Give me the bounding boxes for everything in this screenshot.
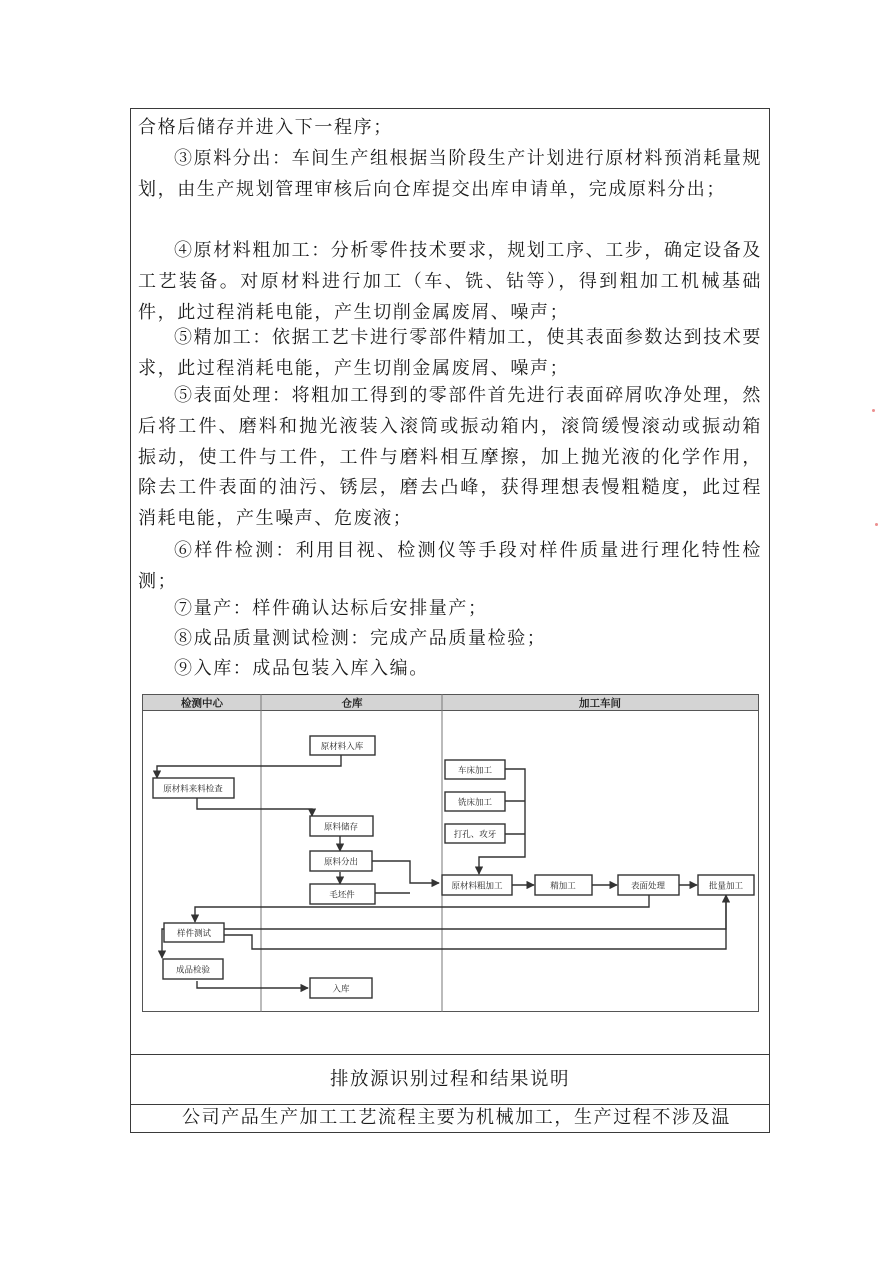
- node-storage: [310, 978, 372, 998]
- process-flowchart: [142, 694, 759, 1012]
- svg-text:原材料粗加工: 原材料粗加工: [451, 881, 503, 892]
- node-rough: [442, 875, 512, 895]
- paragraph-step-5a: ⑤精加工：依据工艺卡进行零部件精加工，使其表面参数达到技术要求，此过程消耗电能，产生切削金属废屑、噪声；: [138, 327, 762, 379]
- svg-text:毛坯件: 毛坯件: [329, 890, 355, 901]
- section-title: 排放源识别过程和结果说明: [329, 1069, 570, 1090]
- node-raw-check: [153, 778, 234, 798]
- paragraph-emission-intro: 公司产品生产加工工艺流程主要为机械加工，生产过程不涉及温: [182, 1107, 731, 1128]
- lane-header-workshop: 加工车间: [579, 697, 621, 710]
- node-raw-in: [310, 736, 375, 755]
- svg-text:表面处理: 表面处理: [630, 881, 666, 892]
- svg-text:批量加工: 批量加工: [708, 881, 744, 892]
- paragraph-step-6: ⑥样件检测：利用目视、检测仪等手段对样件质量进行理化特性检测；: [138, 540, 762, 592]
- lane-header-inspection: 检测中心: [181, 697, 223, 710]
- node-final-check: [163, 959, 223, 979]
- scan-artifact: [872, 409, 875, 412]
- flowchart-border: [143, 695, 759, 1012]
- node-blank: [310, 884, 375, 904]
- svg-text:铣床加工: 铣床加工: [457, 798, 493, 808]
- svg-text:样件测试: 样件测试: [176, 929, 212, 939]
- paragraph-step-3: ③原料分出：车间生产组根据当阶段生产计划进行原材料预消耗量规划，由生产规划管理审核后向仓库提交出库申请单，完成原料分出；: [138, 148, 762, 200]
- svg-text:打孔、攻牙: 打孔、攻牙: [453, 830, 497, 840]
- svg-text:入库: 入库: [332, 984, 350, 995]
- node-batch: [698, 875, 754, 895]
- paragraph-continuation: 合格后储存并进入下一程序；: [138, 117, 393, 138]
- paragraph-step-8: ⑧成品质量测试检测：完成产品质量检验；: [174, 628, 547, 649]
- node-drill: [445, 824, 505, 843]
- svg-text:原料分出: 原料分出: [323, 857, 359, 868]
- svg-text:原料储存: 原料储存: [323, 822, 359, 833]
- node-lathe: [445, 760, 505, 779]
- lane-header-bar: [143, 695, 759, 711]
- scan-artifact: [875, 523, 878, 526]
- svg-text:精加工: 精加工: [550, 881, 576, 892]
- paragraph-step-9: ⑨入库：成品包装入库入编。: [174, 658, 429, 679]
- node-fine: [535, 875, 592, 895]
- svg-text:车床加工: 车床加工: [457, 766, 493, 776]
- node-sample-test: [164, 923, 224, 942]
- paragraph-step-5b: ⑤表面处理：将粗加工得到的零部件首先进行表面碎屑吹净处理，然后将工件、磨料和抛光液装入滚筒或振动箱内，滚筒缓慢滚动或振动箱振动，使工件与工件，工件与磨料相互摩擦，加上抛光液的化学作用，除去工件表面的油污、锈层，磨去凸峰，获得理想表慢粗糙度，此过程消耗电能，产生噪声、危废液；: [138, 385, 762, 530]
- paragraph-step-4: ④原材料粗加工：分析零件技术要求，规划工序、工步，确定设备及工艺装备。对原材料进行加工（车、铣、钻等），得到粗加工机械基础件，此过程消耗电能，产生切削金属废屑、噪声；: [138, 240, 762, 323]
- lane-header-warehouse: 仓库: [341, 697, 363, 710]
- svg-text:原材料入库: 原材料入库: [320, 742, 364, 752]
- node-raw-split: [310, 851, 372, 871]
- paragraph-step-7: ⑦量产：样件确认达标后安排量产；: [174, 598, 488, 619]
- node-raw-store: [310, 816, 373, 836]
- svg-text:成品检验: 成品检验: [175, 965, 211, 976]
- node-surface: [618, 875, 679, 895]
- node-mill: [445, 792, 505, 811]
- svg-text:原材料来料检查: 原材料来料检查: [163, 784, 223, 795]
